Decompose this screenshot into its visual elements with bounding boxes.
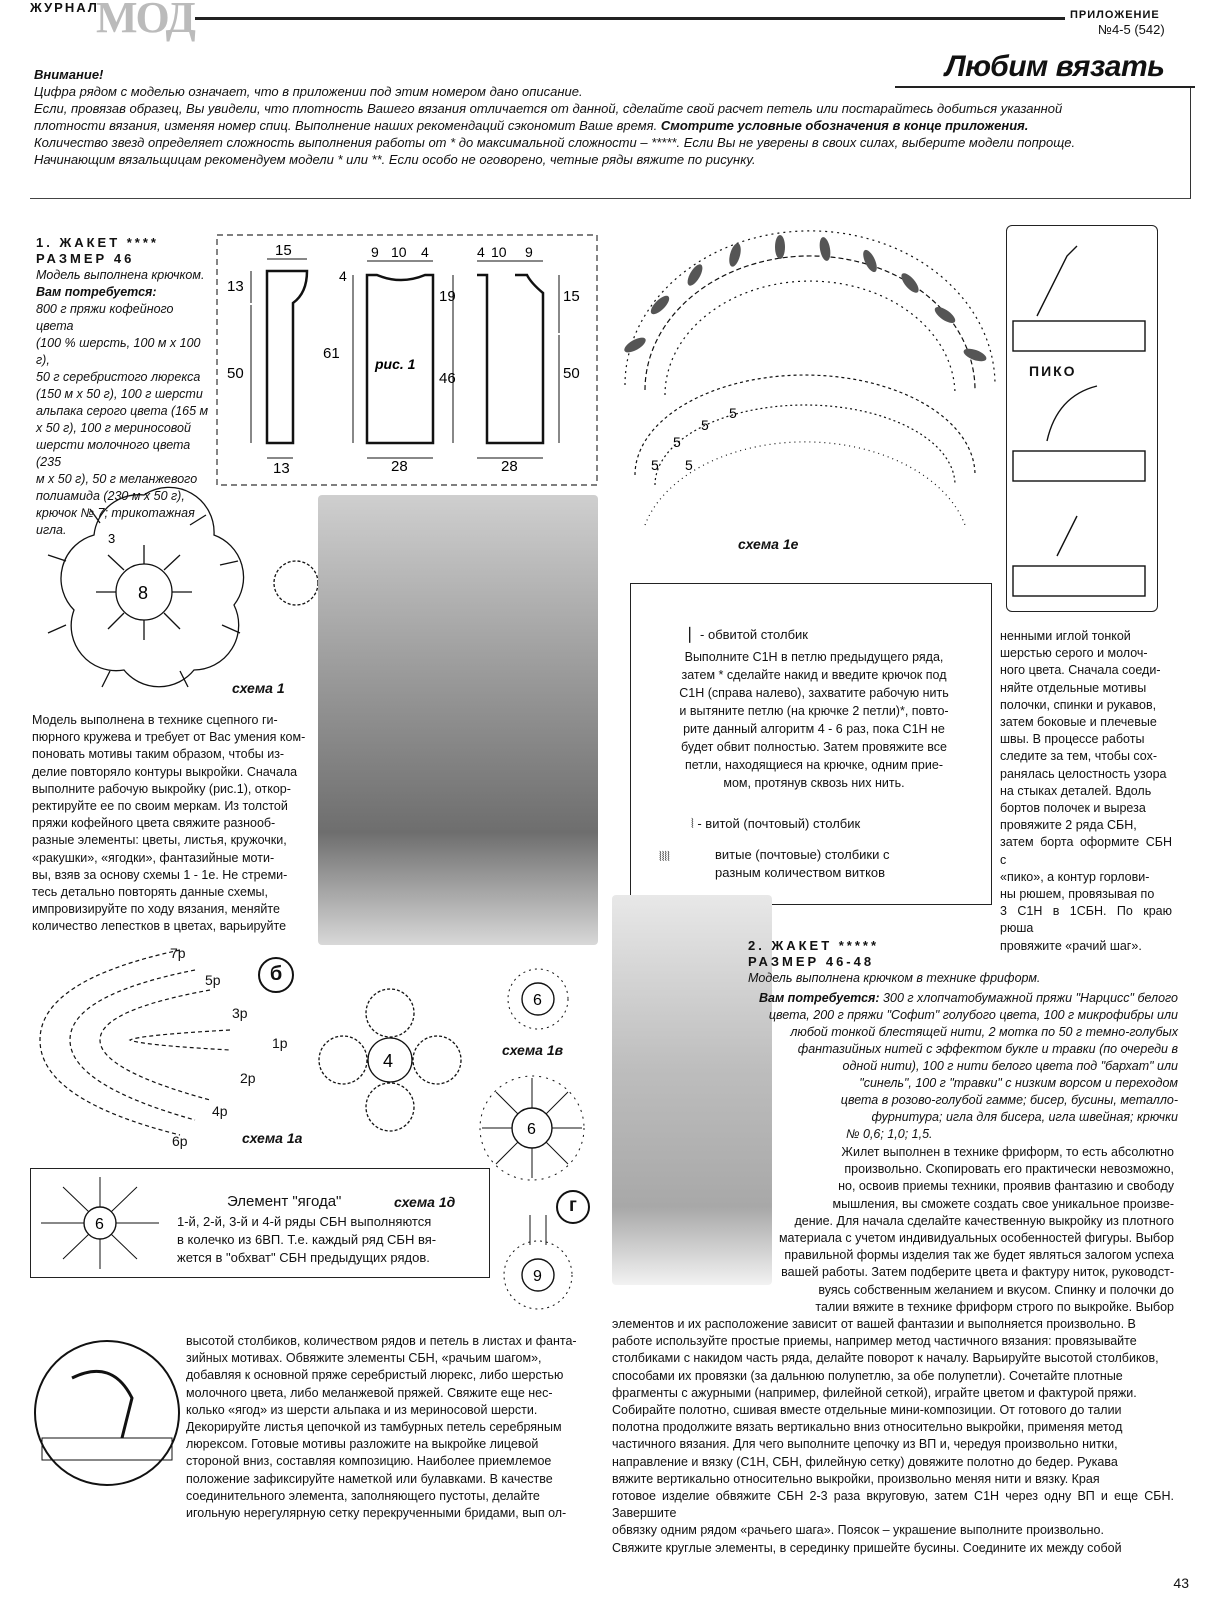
notice-line: Цифра рядом с моделью означает, что в приложении под этим номером дано описание. — [34, 84, 583, 99]
hook-line — [1047, 386, 1097, 441]
flower-center-number: 8 — [138, 583, 149, 603]
scheme1v-caption: схема 1в — [502, 1042, 564, 1058]
hook-line — [1037, 246, 1077, 316]
text-line: пюрного кружева и требует от Вас умения ком- — [32, 730, 306, 745]
text-line: полочки, спинки и рукавов, — [1000, 697, 1157, 712]
leaf-row — [130, 1030, 230, 1050]
dim-label: 15 — [563, 288, 580, 305]
text-line: импровизируйте по ходу вязания, меняйте — [32, 902, 280, 917]
row-label: 5р — [205, 972, 221, 988]
berry-element-box — [30, 1168, 490, 1278]
text-line: высотой столбиков, количеством рядов и петель в листах и фанта- — [186, 1334, 577, 1348]
text-line: провяжите «рачий шаг». — [1000, 938, 1142, 953]
crab-stitch-illustration — [32, 1338, 182, 1488]
scheme1-flower-large — [30, 485, 260, 705]
text-line: вуясь собственным желанием и вкусом. Спинку и полочки до — [818, 1282, 1174, 1297]
scheme1e-diagram — [605, 225, 1005, 555]
text-line: элементов и их расположение зависит от вашей фантазии и выполняется произвольно. В — [612, 1317, 1136, 1331]
text-line: 1-й, 2-й, 3-й и 4-й ряды СБН выполняются — [177, 1214, 432, 1229]
illustration-circle — [35, 1341, 179, 1485]
dim-label: 10 — [491, 244, 507, 260]
notice-bottom-rule — [30, 198, 1191, 199]
text-line: ранялась целостность узора — [1000, 766, 1167, 781]
text-line: но, освоив приемы техники, проявив фантазию и свободу — [838, 1179, 1174, 1194]
twisted-stitch-icon: ❘ — [683, 626, 697, 643]
text-line: игольную нерегулярную сетку перекрученными бридами, вып ол- — [186, 1506, 567, 1521]
shell-number: 5 — [701, 417, 709, 433]
text-line: Декорируйте листья цепочкой из тамбурных петель серебряным — [186, 1420, 562, 1435]
dim-label: 19 — [439, 288, 456, 305]
text-line: положение зафиксируйте наметкой или булавками. В качестве — [186, 1471, 553, 1486]
badge-g: г — [556, 1190, 590, 1224]
page-number: 43 — [1173, 1575, 1189, 1591]
article1-technique: Модель выполнена крючком. — [36, 268, 205, 282]
article1-body-part3 — [1000, 628, 1172, 955]
notice-block — [34, 66, 1184, 168]
text-line: ректируйте ее по своим меркам. Из толстой — [32, 799, 288, 814]
material-line: (150 м х 50 г), 100 г шерсти — [36, 387, 203, 401]
text-line: тесь детально повторять данные схемы, — [32, 885, 269, 900]
text-line: мышления, вы сможете создать свое уникальное произве- — [832, 1196, 1174, 1211]
article1-need-label: Вам потребуется: — [36, 285, 157, 299]
article2-need-label: Вам потребуется: — [758, 991, 880, 1005]
hook-line — [1057, 516, 1077, 556]
notice-title: Внимание! — [34, 67, 104, 82]
supplement-label: ПРИЛОЖЕНИЕ — [1070, 9, 1160, 21]
circle-number: 9 — [533, 1268, 542, 1285]
notice-vertical-rule — [1190, 88, 1191, 198]
dim-label: 4 — [421, 244, 429, 260]
stitch-band — [1013, 451, 1145, 481]
flower-petal — [274, 561, 318, 605]
text-line: добавляя к основной пряже серебристый люрекс, либо шерстью — [186, 1368, 564, 1383]
stem — [530, 1215, 546, 1245]
article2-technique: Модель выполнена крючком в технике фриформ. — [748, 971, 1041, 985]
berry-text — [177, 1213, 436, 1267]
text-line: ны рюшем, провязывая по — [1000, 887, 1155, 902]
material-line: фурнитура; игла для бисера, игла швейная; крючки — [871, 1110, 1178, 1124]
text-line: на стыках деталей. Вдоль — [1000, 783, 1152, 798]
legend-post-stitches — [659, 846, 889, 882]
text-line: делие повторяло контуры выкройки. Сначала — [32, 764, 298, 779]
piko-illustrations — [1007, 226, 1157, 611]
berry-circle-nine — [490, 1205, 590, 1315]
dim-label: 9 — [371, 244, 379, 260]
row-label: 3р — [232, 1005, 248, 1021]
dim-label: 15 — [275, 242, 292, 259]
flower-petal — [366, 989, 414, 1037]
pattern-diagram — [215, 233, 600, 488]
text-line: количество лепестков в цветах, варьируйте — [32, 919, 287, 934]
text-line: будет обвит полностью. Затем провяжите все — [681, 740, 947, 754]
row-label: 4р — [212, 1103, 228, 1119]
text-line: частичного вязания. Для чего выполните цепочку из ВП и, чередуя произвольно нитки, — [612, 1437, 1118, 1452]
text-line: материала с учетом индивидуальных особенностей фигуры. Выбор — [778, 1231, 1174, 1246]
piko-panel — [1006, 225, 1158, 612]
dim-label: 9 — [525, 244, 533, 260]
text-line: Модель выполнена в технике сцепного ги- — [32, 713, 278, 727]
text-line: затем боковые и плечевые — [1000, 715, 1157, 730]
text-line: вяжите вертикально относительно выкройки, произвольно меняя нити и вязку. Края — [612, 1471, 1100, 1486]
text-line: молочного цвета, либо меланжевой пряжей. Свяжите еще нес- — [186, 1385, 553, 1400]
text-line: полотна продолжите вязать вертикально вниз относительно выкройки, применяя метод — [612, 1420, 1123, 1435]
text-line: затем борта оформите СБН с — [1000, 835, 1172, 867]
text-line: провяжите 2 ряда СБН, — [1000, 818, 1137, 833]
dim-label: 4 — [339, 268, 347, 284]
notice-emphasis: Смотрите условные обозначения в конце приложения. — [660, 118, 1029, 133]
row-number: 3 — [108, 531, 116, 546]
text-line: готовое изделие обвяжите СБН 2-3 раза вкруговую, затем С1Н через одну ВП и еще СБН. Завершите — [612, 1489, 1174, 1521]
text-line: зийных мотивах. Обвяжите элементы СБН, «рачьим шагом», — [186, 1351, 542, 1366]
article2-size: РАЗМЕР 46-48 — [748, 954, 875, 969]
text-line: рите данный алгоритм 4 - 6 раз, пока С1Н не — [683, 722, 945, 736]
scheme1e-caption: схема 1е — [738, 536, 799, 552]
material-line: альпака серого цвета (165 м — [36, 404, 209, 418]
dim-label: 10 — [391, 244, 407, 260]
shell-number: 5 — [651, 457, 659, 473]
article1-size: РАЗМЕР 46 — [36, 251, 135, 266]
material-line: любой тонкой блестящей нити, 2 мотка по 50 г темно-голубых — [790, 1025, 1178, 1039]
row-label: 1р — [272, 1035, 288, 1051]
flower-four — [315, 985, 465, 1135]
text-line: жется в "обхват" СБН предыдущих рядов. — [177, 1250, 430, 1265]
article2-body-narrow — [766, 1144, 1174, 1316]
flower-petal — [319, 1036, 367, 1084]
legend-description — [649, 648, 979, 792]
text-line: разные элементы: цветы, листья, кружочки, — [32, 833, 287, 848]
text-line: выполните рабочую выкройку (рис.1), откор- — [32, 781, 291, 796]
text-line: Собирайте полотно, сшивая вместе отдельные мини-композиции. От готового до талии — [612, 1403, 1122, 1418]
flower-petal — [366, 1083, 414, 1131]
text-line: колько «ягод» из шерсти альпака и из мериносовой шерсти. — [186, 1402, 538, 1417]
section-title: Любим вязать — [945, 50, 1165, 83]
text-line: С1Н (справа налево), захватите рабочую нить — [679, 686, 949, 700]
material-line: м х 50 г), 50 г меланжевого — [36, 472, 198, 486]
text-line: затем * сделайте накид и введите крючок под — [681, 668, 947, 682]
legend-label: витые (почтовые) столбики с — [715, 847, 890, 862]
text-line: шерстью серого и молоч- — [1000, 646, 1148, 661]
text-line: фрагменты с ажурными (например, филейной сеткой), играйте цветом и фактурой пряжи. — [612, 1385, 1137, 1400]
text-line: способами их провязки (за дальнюю полупетлю, за обе полупетли). Сочетайте плотные — [612, 1368, 1123, 1383]
post-stitches-icon: ⦚⦚⦚⦚ — [659, 849, 670, 864]
circle-number: 6 — [533, 992, 542, 1009]
legend-label: - витой (почтовый) столбик — [697, 816, 861, 831]
article1-title: 1. ЖАКЕТ **** — [36, 235, 159, 250]
scheme1a-caption: схема 1а — [242, 1130, 303, 1146]
legend-twisted-stitch — [683, 624, 808, 644]
material-line: № 0,6; 1,0; 1,5. — [846, 1127, 933, 1141]
text-line: работе используйте простые приемы, например метод частичного вязания: провязывайте — [612, 1334, 1137, 1349]
dim-label: 28 — [501, 458, 518, 475]
text-line: Жилет выполнен в технике фриформ, то есть абсолютно — [841, 1145, 1174, 1159]
stitch-band — [1013, 566, 1145, 596]
text-line: талии вяжите в технике фриформ строго по выкройке. Выбор — [815, 1299, 1174, 1314]
text-line: обвязку одним рядом «рачьего шага». Поясок – украшение выполните произвольно. — [612, 1523, 1104, 1538]
text-line: вашей работы. Затем подберите цвета и фактуру ниток, руководст- — [781, 1265, 1174, 1280]
material-line: 50 г серебристого люрекса — [36, 370, 201, 384]
article1-body-part2 — [186, 1333, 592, 1522]
text-line: ненными иглой тонкой — [1000, 629, 1131, 643]
post-stitch-icon: ⦚ — [691, 816, 694, 831]
legend-label: разным количеством витков — [715, 865, 886, 880]
text-line: 3 С1Н в 1СБН. По краю рюша — [1000, 904, 1172, 936]
dim-label: 46 — [439, 370, 456, 387]
notice-line: Если, провязав образец, Вы увидели, что плотность Вашего вязания отличается от данной, сделайте свой расчет петель или постарайтесь добиться указанной — [34, 101, 1063, 116]
flower-petals — [61, 487, 244, 686]
text-line: Свяжите круглые элементы, в серединку пришейте бусины. Соедините их между собой — [612, 1540, 1122, 1555]
journal-label-small: ЖУРНАЛ — [30, 0, 99, 15]
text-line: столбиками с накидом часть ряда, делайте поворот к началу. Варьируйте высотой столбиков, — [612, 1351, 1159, 1366]
scheme1d-caption: схема 1д — [394, 1194, 456, 1210]
article2-materials — [748, 990, 1178, 1143]
row-label: 7р — [170, 945, 186, 961]
figure-label: рис. 1 — [375, 356, 416, 372]
stitch-band — [1013, 321, 1145, 351]
berry-diagram — [37, 1175, 163, 1271]
flower-center-number: 4 — [383, 1051, 394, 1071]
scheme1v-circle — [498, 962, 578, 1037]
hook-line — [72, 1371, 132, 1438]
material-line: крючок № 7; трикотажная — [36, 506, 195, 520]
legend-label: - обвитой столбик — [700, 627, 808, 642]
material-line: шерсти молочного цвета (235 — [36, 438, 191, 469]
model-photo-jacket1 — [318, 495, 598, 945]
article2-title: 2. ЖАКЕТ ***** — [748, 938, 880, 953]
dim-label: 61 — [323, 345, 340, 362]
material-line: полиамида (230 м х 50 г), — [36, 489, 185, 503]
text-line: «пико», а контур горлови- — [1000, 869, 1150, 884]
row-label: 6р — [172, 1133, 188, 1149]
shell-number: 5 — [673, 434, 681, 450]
text-line: дение. Для начала сделайте качественную выкройку из плотного — [794, 1213, 1174, 1228]
text-line: вы, взяв за основу схемы 1 - 1е. Не стреми- — [32, 867, 288, 882]
dim-label: 13 — [227, 278, 244, 295]
issue-number: №4-5 (542) — [1098, 22, 1165, 37]
text-line: поновать мотивы таким образом, чтобы из- — [32, 747, 285, 762]
text-line: следите за тем, чтобы сох- — [1000, 749, 1158, 764]
text-line: няйте отдельные мотивы — [1000, 680, 1147, 695]
material-line: (100 % шерсть, 100 м х 100 г), — [36, 336, 201, 367]
shell-row — [645, 442, 965, 525]
text-line: бортов полочек и выреза — [1000, 801, 1146, 816]
berry-title: Элемент "ягода" — [227, 1193, 342, 1210]
dim-label: 13 — [273, 460, 290, 477]
material-line: "синель", 100 г "травки" с низким ворсом и переходом — [859, 1076, 1178, 1090]
notice-line: Количество звезд определяет сложность выполнения работы от * до максимальной сложности – *****. Если Вы не уверены в своих силах, выберите модели попроще. — [34, 135, 1076, 150]
text-line: и вытяните петлю (на крючке 2 петли)*, повто- — [679, 704, 949, 718]
text-line: люрексом. Готовые мотивы разложите на выкройке лицевой — [186, 1437, 539, 1452]
text-line: стороной вниз, составляя композицию. Наиболее приемлемое — [186, 1454, 552, 1469]
text-line: произвольно. Скопировать его практически невозможно, — [844, 1162, 1174, 1177]
article2-body-wide — [612, 1316, 1174, 1557]
notice-line: Начинающим вязальщицам рекомендуем модели * или **. Если особо не оговорено, четные ряды вяжите по рисунку. — [34, 152, 756, 167]
journal-logo: МОД — [96, 0, 194, 42]
text-line: швы. В процессе работы — [1000, 732, 1145, 747]
dim-label: 28 — [391, 458, 408, 475]
flower-petal — [413, 1036, 461, 1084]
text-line: ного цвета. Сначала соеди- — [1000, 663, 1161, 678]
sleeve-outline — [267, 271, 307, 443]
text-line: в колечко из 6ВП. Т.е. каждый ряд СБН вя- — [177, 1232, 437, 1247]
text-line: Выполните С1Н в петлю предыдущего ряда, — [684, 650, 944, 664]
legend-box — [630, 583, 992, 905]
text-line: пряжи кофейного цвета свяжите разнооб- — [32, 816, 276, 831]
stitch-band — [42, 1438, 172, 1460]
text-line: направление и вязку (С1Н, СБН, филейную сетку) довяжите полотно до бедер. Рукава — [612, 1454, 1118, 1469]
material-line: одной нити), 100 г нити белого цвета под "бархат" или — [842, 1059, 1178, 1073]
front-outline — [477, 275, 543, 443]
notice-line: плотности вязания, изменяя номер спиц. Выполнение наших рекомендаций сэкономит Ваше время. — [34, 118, 661, 133]
row-label: 2р — [240, 1070, 256, 1086]
star-circle-six — [472, 1068, 592, 1188]
legend-post-stitch — [691, 816, 860, 832]
text-line: соединительного элемента, заполняющего пустоты, делайте — [186, 1488, 540, 1503]
material-line: игла. — [36, 523, 67, 537]
fan-leaves — [622, 235, 988, 364]
article1-body-part1 — [32, 712, 312, 936]
dim-label: 50 — [563, 365, 580, 382]
leaf-row — [70, 970, 195, 1120]
shell-number: 5 — [729, 405, 737, 421]
circle-number: 6 — [95, 1216, 104, 1233]
material-line: цвета, 200 г пряжи "Софит" голубого цвета, 100 г микрофибры или — [768, 1008, 1178, 1022]
material-line: х 50 г), 100 г мериносовой — [36, 421, 191, 435]
material-line: 300 г хлопчатобумажной пряжи "Нарцисс" белого — [879, 991, 1178, 1005]
text-line: правильной формы изделия так же будет являться залогом успеха — [784, 1248, 1174, 1263]
header-rule — [195, 17, 1065, 20]
circle-number: 6 — [527, 1121, 536, 1138]
material-line: 800 г пряжи кофейного цвета — [36, 302, 174, 333]
badge-b: б — [258, 957, 294, 993]
dim-label: 4 — [477, 244, 485, 260]
material-line: фантазийных нитей с эффектом букле и травки (по очереди в — [797, 1042, 1178, 1056]
shell-number: 5 — [685, 457, 693, 473]
fan-row — [665, 281, 955, 395]
shell-row — [655, 405, 955, 485]
article2-header — [748, 938, 1178, 987]
dim-label: 50 — [227, 365, 244, 382]
text-line: петли, находящиеся на крючке, одним прие- — [684, 758, 943, 772]
text-line: «ракушки», «ягодки», фантазийные моти- — [32, 850, 275, 865]
text-line: мом, протянув сквозь них нить. — [723, 776, 905, 790]
material-line: цвета в розово-голубой гамме; бисер, бусины, металло- — [840, 1093, 1178, 1107]
piko-label: ПИКО — [1029, 363, 1077, 379]
scheme1-caption: схема 1 — [232, 680, 285, 696]
